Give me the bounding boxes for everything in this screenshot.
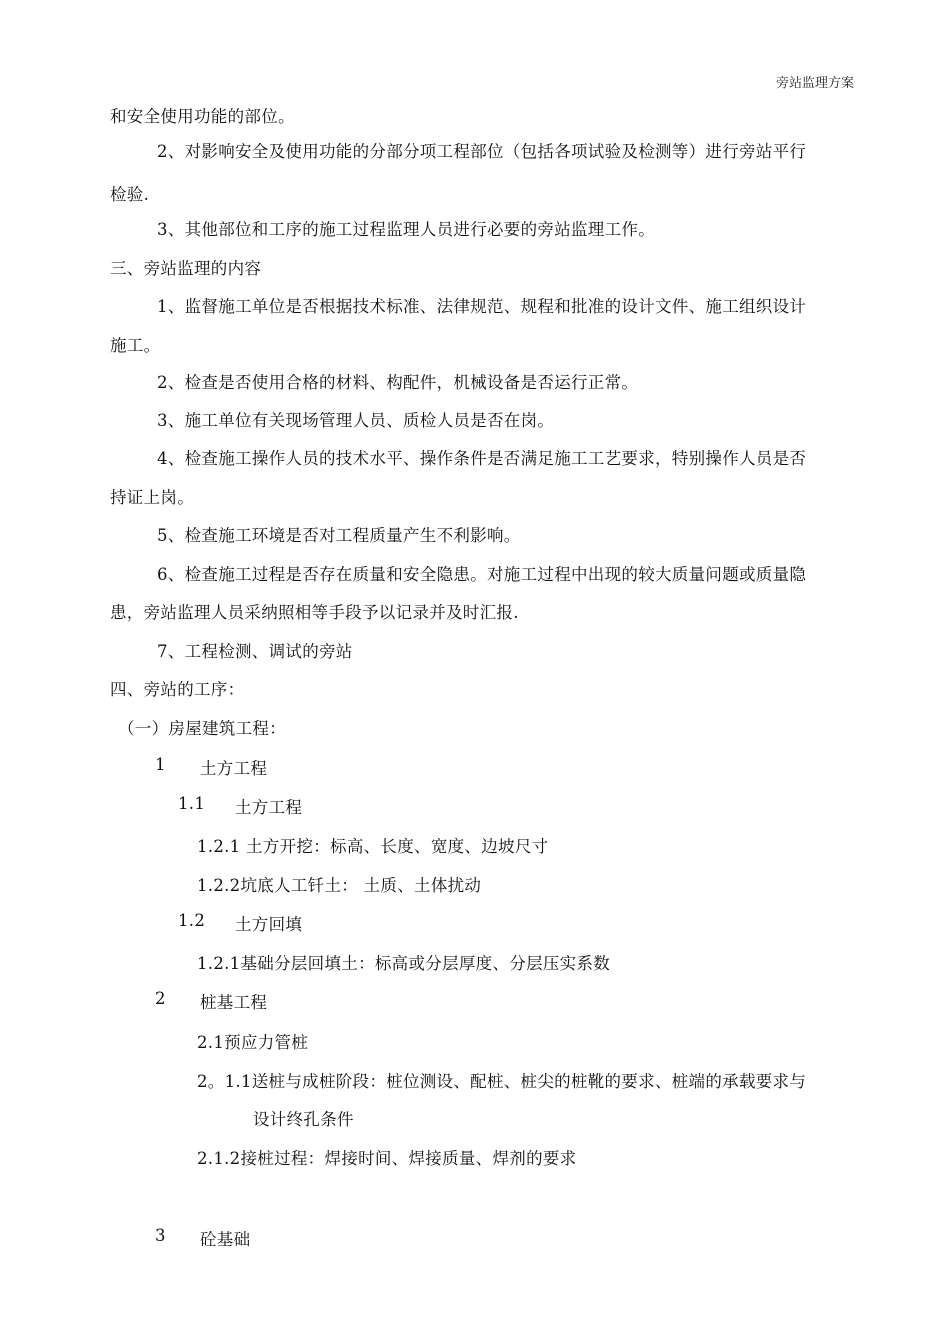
item-number: 2 — [155, 989, 166, 1008]
item-number: 3 — [155, 1226, 166, 1245]
text-line: 3、其他部位和工序的施工过程监理人员进行必要的旁站监理工作。 — [157, 220, 655, 239]
item-detail: 2。1.1送桩与成桩阶段：桩位测设、配桩、桩尖的桩靴的要求、桩端的承载要求与 — [197, 1072, 807, 1091]
text-line: 6、检查施工过程是否存在质量和安全隐患。对施工过程中出现的较大质量问题或质量隐 — [157, 565, 807, 584]
item-detail: 2.1.2接桩过程：焊接时间、焊接质量、焊剂的要求 — [197, 1149, 577, 1168]
text-line: 4、检查施工操作人员的技术水平、操作条件是否满足施工工艺要求，特别操作人员是否 — [157, 449, 807, 468]
text-line: 和安全使用功能的部位。 — [110, 107, 295, 126]
item-title: 土方回填 — [235, 915, 303, 934]
text-line: 施工。 — [110, 336, 161, 355]
text-line: 3、施工单位有关现场管理人员、质检人员是否在岗。 — [157, 411, 555, 430]
text-line: 患，旁站监理人员采纳照相等手段予以记录并及时汇报. — [110, 603, 519, 622]
item-detail: 1.2.1基础分层回填土：标高或分层厚度、分层压实系数 — [197, 954, 611, 973]
text-line: 检验. — [110, 185, 150, 204]
item-detail: 1.2.2坑底人工钎土： 土质、土体扰动 — [197, 876, 482, 895]
item-title: 土方工程 — [235, 798, 303, 817]
item-detail: 设计终孔条件 — [253, 1110, 354, 1129]
section-heading: 四、旁站的工序： — [110, 680, 245, 699]
item-detail: 1.2.1 土方开挖：标高、长度、宽度、边坡尺寸 — [197, 837, 549, 856]
item-number: 1.1 — [178, 794, 206, 813]
text-line: 2、对影响安全及使用功能的分部分项工程部位（包括各项试验及检测等）进行旁站平行 — [157, 142, 807, 161]
subsection-heading: （一）房屋建筑工程： — [118, 719, 286, 738]
text-line: 7、工程检测、调试的旁站 — [157, 642, 353, 661]
item-number: 1 — [155, 755, 166, 774]
text-line: 2、检查是否使用合格的材料、构配件，机械设备是否运行正常。 — [157, 373, 639, 392]
item-subtitle: 2.1预应力管桩 — [197, 1033, 309, 1052]
text-line: 5、检查施工环境是否对工程质量产生不利影响。 — [157, 526, 521, 545]
item-title: 砼基础 — [200, 1230, 251, 1249]
page-header: 旁站监理方案 — [775, 76, 854, 91]
section-heading: 三、旁站监理的内容 — [110, 259, 262, 278]
text-line: 1、监督施工单位是否根据技术标准、法律规范、规程和批准的设计文件、施工组织设计 — [157, 297, 807, 316]
item-number: 1.2 — [178, 911, 206, 930]
item-title: 土方工程 — [200, 759, 268, 778]
item-title: 桩基工程 — [200, 993, 268, 1012]
text-line: 持证上岗。 — [110, 488, 194, 507]
